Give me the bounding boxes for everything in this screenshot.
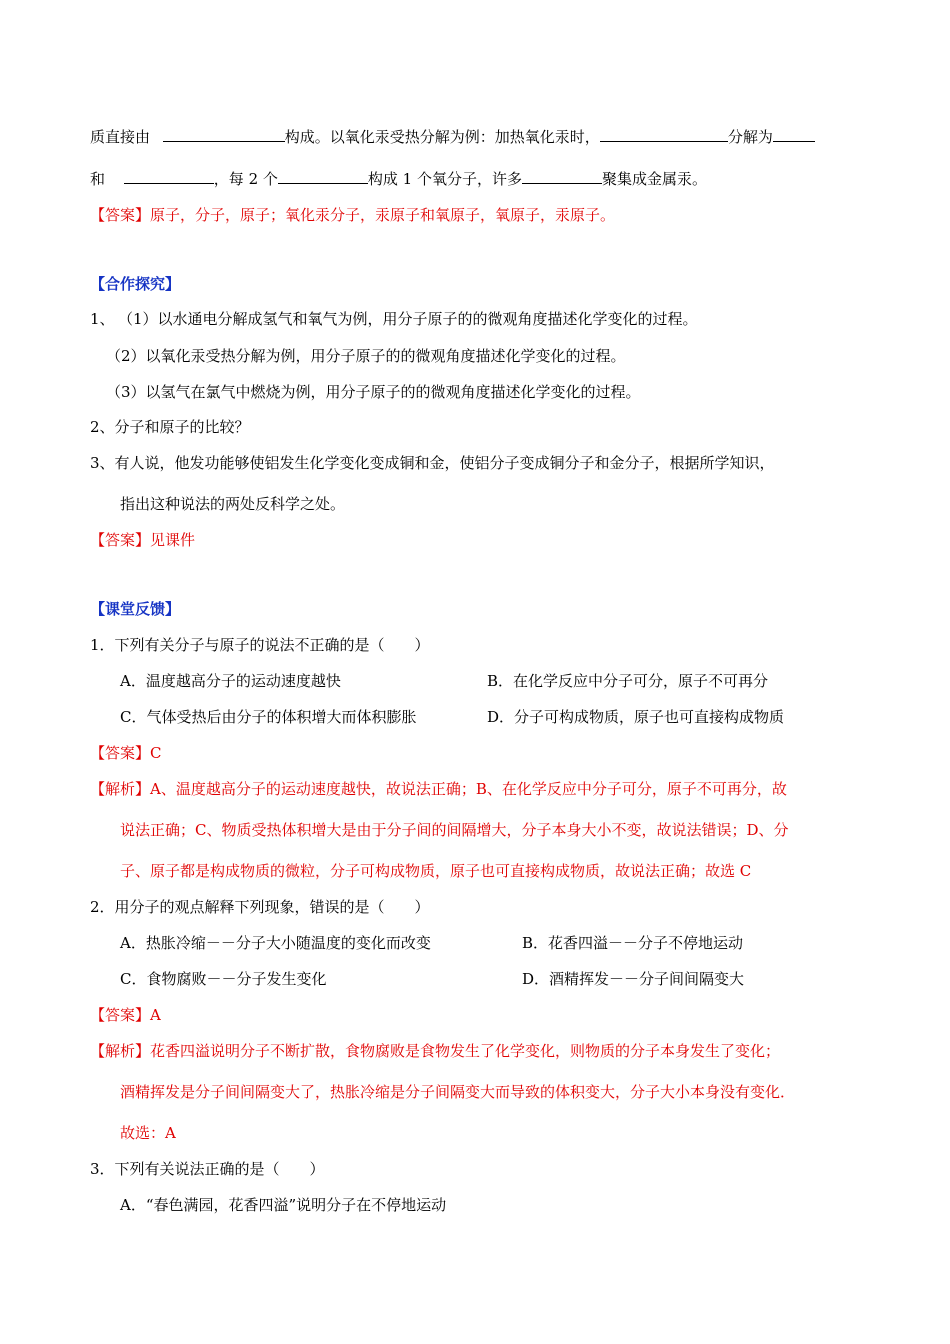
question-1-explanation-2: 说法正确；C、物质受热体积增大是由于分子间的间隔增大，分子本身大小不变，故说法错误；D、分 xyxy=(120,821,789,839)
question-1-answer xyxy=(90,743,162,763)
question-2-answer xyxy=(90,1005,161,1025)
answer-blank[interactable] xyxy=(124,169,214,184)
coop-q1-2: （2）以氧化汞受热分解为例，用分子原子的的微观角度描述化学变化的过程。 xyxy=(106,347,626,365)
answer-text: C xyxy=(150,744,162,762)
section-heading-coop: 【合作探究】 xyxy=(90,275,181,293)
section-heading-feedback: 【课堂反馈】 xyxy=(90,600,181,618)
answer-tag: 【答案】 xyxy=(90,1006,151,1024)
answer-tag: 【答案】 xyxy=(90,531,151,549)
answer-text: 见课件 xyxy=(150,531,196,549)
explanation-text: 花香四溢说明分子不断扩散，食物腐败是食物发生了化学变化，则物质的分子本身发生了变化； xyxy=(150,1042,781,1060)
intro-text: 分解为 xyxy=(727,128,773,146)
intro-text: 质直接由 xyxy=(90,128,151,146)
answer-blank[interactable] xyxy=(522,169,602,184)
answer-text: 原子，分子，原子；氧化汞分子，汞原子和氧原子，氧原子，汞原子。 xyxy=(150,206,616,224)
answer-blank[interactable] xyxy=(773,127,815,142)
question-3-option-a[interactable]: A．“春色满园，花香四溢”说明分子在不停地运动 xyxy=(120,1196,447,1214)
question-2-stem: 2．用分子的观点解释下列现象，错误的是（ ） xyxy=(90,898,430,916)
question-1-option-c[interactable]: C．气体受热后由分子的体积增大而体积膨胀 xyxy=(120,708,417,726)
question-1-option-a[interactable]: A．温度越高分子的运动速度越快 xyxy=(120,672,341,690)
question-1-explanation-1 xyxy=(90,779,787,799)
question-1-explanation-3: 子、原子都是构成物质的微粒，分子可构成物质，原子也可直接构成物质，故说法正确；故选 C xyxy=(120,862,752,880)
question-2-option-c[interactable]: C．食物腐败－－分子发生变化 xyxy=(120,970,327,988)
answer-blank[interactable] xyxy=(600,127,728,142)
question-1-stem: 1．下列有关分子与原子的说法不正确的是（ ） xyxy=(90,636,430,654)
explanation-text: A、温度越高分子的运动速度越快，故说法正确；B、在化学反应中分子可分，原子不可再分，故 xyxy=(150,780,787,798)
question-2-explanation-3: 故选：A xyxy=(120,1124,176,1142)
coop-q1-1-text: （1）以水通电分解成氢气和氧气为例，用分子原子的的微观角度描述化学变化的过程。 xyxy=(118,310,698,328)
intro-answer xyxy=(90,205,615,225)
question-3-stem: 3．下列有关说法正确的是（ ） xyxy=(90,1160,325,1178)
intro-text: 构成。以氧化汞受热分解为例：加热氧化汞时， xyxy=(284,128,600,146)
question-2-option-b[interactable]: B．花香四溢－－分子不停地运动 xyxy=(522,934,744,952)
question-2-explanation-2: 酒精挥发是分子间间隔变大了，热胀冷缩是分子间隔变大而导致的体积变大，分子大小本身没有变化． xyxy=(120,1083,796,1101)
intro-text: 聚集成金属汞。 xyxy=(601,170,707,188)
answer-blank[interactable] xyxy=(163,127,285,142)
intro-text: 和 xyxy=(90,170,106,188)
intro-line-1 xyxy=(90,127,815,147)
question-1-option-b[interactable]: B．在化学反应中分子可分，原子不可再分 xyxy=(487,672,769,690)
coop-q1-number: 1、 xyxy=(90,310,115,328)
coop-answer xyxy=(90,530,195,550)
explanation-tag: 【解析】 xyxy=(90,780,151,798)
coop-q1-1 xyxy=(90,309,698,329)
intro-text: ，每 2 个 xyxy=(213,170,278,188)
answer-blank[interactable] xyxy=(278,169,368,184)
question-2-option-d[interactable]: D．酒精挥发－－分子间间隔变大 xyxy=(522,970,745,988)
coop-q3-line-1: 3、有人说，他发功能够使铝发生化学变化变成铜和金，使铝分子变成铜分子和金分子，根据所学知识， xyxy=(90,454,775,472)
coop-q1-3: （3）以氢气在氯气中燃烧为例，用分子原子的的微观角度描述化学变化的过程。 xyxy=(106,383,641,401)
question-1-option-d[interactable]: D．分子可构成物质，原子也可直接构成物质 xyxy=(487,708,785,726)
intro-text: 构成 1 个氧分子，许多 xyxy=(367,170,522,188)
answer-text: A xyxy=(150,1006,161,1024)
coop-q3-line-2: 指出这种说法的两处反科学之处。 xyxy=(120,495,346,513)
question-2-option-a[interactable]: A．热胀冷缩－－分子大小随温度的变化而改变 xyxy=(120,934,431,952)
explanation-tag: 【解析】 xyxy=(90,1042,151,1060)
coop-q2: 2、分子和原子的比较？ xyxy=(90,418,250,436)
answer-tag: 【答案】 xyxy=(90,206,151,224)
intro-line-2 xyxy=(90,169,707,189)
question-2-explanation-1 xyxy=(90,1041,780,1061)
answer-tag: 【答案】 xyxy=(90,744,151,762)
